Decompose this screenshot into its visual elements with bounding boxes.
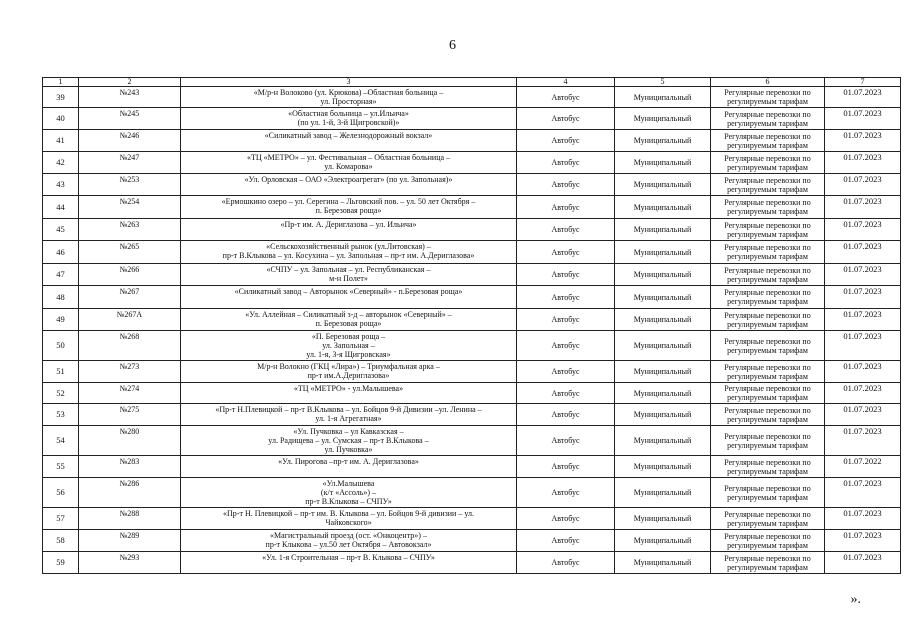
table-row [43, 552, 901, 574]
transport-mode-cell [711, 508, 825, 530]
route-number-cell: №286 [79, 478, 181, 508]
table-row [43, 331, 901, 361]
route-path-cell [181, 152, 517, 174]
transport-mode-cell [711, 426, 825, 456]
transport-mode-line: Регулярные перевозки по [724, 198, 811, 207]
route-type-cell: Муниципальный [615, 361, 711, 383]
route-path-line: ул. Радищева – ул. Сумская – пр-т В.Клыкова – [268, 436, 429, 445]
page-number: 6 [449, 38, 456, 53]
row-number-cell: 51 [43, 361, 79, 383]
table-row [43, 196, 901, 219]
header-cell: 1 [43, 78, 79, 87]
table-row [43, 361, 901, 383]
row-number-cell: 39 [43, 87, 79, 108]
start-date-cell: 01.07.2023 [825, 286, 901, 309]
transport-mode-line: Регулярные перевозки по [724, 220, 811, 230]
route-path-line: «Ул.Малышева [322, 479, 375, 488]
transport-mode-line: Регулярные перевозки по [724, 243, 811, 252]
start-date-cell: 01.07.2023 [825, 241, 901, 264]
route-path-line: ул. Запольная – [322, 341, 375, 350]
vehicle-type-cell: Автобус [517, 87, 615, 108]
route-path-line: п. Березовая роща» [315, 319, 382, 328]
vehicle-type-cell: Автобус [517, 286, 615, 309]
transport-mode-line: регулируемым тарифам [727, 97, 808, 106]
row-number-cell: 42 [43, 152, 79, 174]
transport-mode-line: Регулярные перевозки по [724, 265, 811, 275]
route-number-cell: №263 [79, 219, 181, 241]
transport-mode-line: регулируемым тарифам [727, 371, 808, 381]
table-row [43, 309, 901, 331]
row-number-cell: 53 [43, 404, 79, 426]
route-number-cell: №267А [79, 309, 181, 331]
table-row [43, 530, 901, 552]
vehicle-type-cell: Автобус [517, 456, 615, 478]
transport-mode-line: Регулярные перевозки по [724, 88, 811, 97]
transport-mode-line: регулируемым тарифам [727, 229, 808, 239]
table-row [43, 87, 901, 108]
transport-mode-cell [711, 241, 825, 264]
route-path-line: «ТЦ «МЕТРО» – ул. Фестивальная – Областная больница – [246, 153, 451, 162]
transport-mode-cell [711, 130, 825, 152]
table-row [43, 404, 901, 426]
transport-mode-line: Регулярные перевозки по [724, 131, 811, 141]
route-path-line: «П. Березовая роща – [311, 332, 386, 341]
transport-mode-cell [711, 286, 825, 309]
table-row [43, 130, 901, 152]
start-date-cell: 01.07.2023 [825, 508, 901, 530]
route-path-cell [181, 530, 517, 552]
transport-mode-line: Регулярные перевозки по [724, 483, 811, 493]
transport-mode-line: регулируемым тарифам [727, 118, 808, 128]
vehicle-type-cell: Автобус [517, 264, 615, 286]
route-number-cell: №253 [79, 174, 181, 196]
vehicle-type-cell: Автобус [517, 331, 615, 361]
transport-mode-line: Регулярные перевозки по [724, 310, 811, 320]
transport-mode-cell [711, 383, 825, 404]
vehicle-type-cell: Автобус [517, 404, 615, 426]
transport-mode-line: Регулярные перевозки по [724, 431, 811, 441]
row-number-cell: 41 [43, 130, 79, 152]
route-path-line: «Пр-т им. А. Дериглазова – ул. Ильича» [280, 220, 417, 229]
route-number-cell: №275 [79, 404, 181, 426]
table-row [43, 478, 901, 508]
transport-mode-line: регулируемым тарифам [727, 162, 808, 172]
route-path-line: ул. Пучковка» [324, 445, 373, 454]
vehicle-type-cell: Автобус [517, 361, 615, 383]
transport-mode-line: регулируемым тарифам [727, 518, 808, 528]
row-number-cell: 54 [43, 426, 79, 456]
transport-mode-cell [711, 404, 825, 426]
vehicle-type-cell: Автобус [517, 530, 615, 552]
route-path-cell [181, 286, 517, 309]
route-path-cell [181, 383, 517, 404]
route-path-line: пр-т В.Клыкова – СЧПУ» [305, 497, 392, 506]
header-cell: 3 [181, 78, 517, 87]
route-path-line: «Ул. 1-я Строительная – пр-т В. Клыкова – СЧПУ» [262, 553, 435, 562]
route-path-cell [181, 404, 517, 426]
header-cell: 2 [79, 78, 181, 87]
transport-mode-line: регулируемым тарифам [727, 319, 808, 329]
route-path-line: ул. 1-я, 3-я Щигровская» [306, 350, 391, 359]
route-path-cell [181, 426, 517, 456]
row-number-cell: 47 [43, 264, 79, 286]
route-path-cell [181, 552, 517, 574]
table-row [43, 286, 901, 309]
table-header-row [43, 78, 901, 87]
transport-mode-line: регулируемым тарифам [727, 492, 808, 502]
transport-mode-cell [711, 264, 825, 286]
table-row [43, 108, 901, 130]
route-type-cell: Муниципальный [615, 478, 711, 508]
start-date-cell: 01.07.2023 [825, 309, 901, 331]
start-date-cell: 01.07.2023 [825, 530, 901, 552]
start-date-cell: 01.07.2023 [825, 152, 901, 174]
route-path-line: ул. Комарова» [324, 162, 373, 171]
route-path-line: «Пр-т Н. Плевицкой – пр-т им. В. Клыкова – ул. Бойцов 9-й дивизии – ул. [223, 509, 474, 518]
route-type-cell: Муниципальный [615, 426, 711, 456]
route-type-cell: Муниципальный [615, 264, 711, 286]
vehicle-type-cell: Автобус [517, 152, 615, 174]
route-number-cell: №274 [79, 383, 181, 404]
start-date-cell: 01.07.2023 [825, 108, 901, 130]
row-number-cell: 59 [43, 552, 79, 574]
route-path-line: «Пр-т Н.Плевицкой – пр-т В.Клыкова – ул. Бойцов 9-й Дивизии –ул. Ленина – [215, 405, 482, 414]
row-number-cell: 44 [43, 196, 79, 219]
route-number-cell: №243 [79, 87, 181, 108]
vehicle-type-cell: Автобус [517, 426, 615, 456]
route-path-line: (к/т «Ассоль») – [320, 488, 377, 497]
routes-table [42, 77, 901, 574]
route-number-cell: №254 [79, 196, 181, 219]
row-number-cell: 45 [43, 219, 79, 241]
transport-mode-line: Регулярные перевозки по [724, 405, 811, 415]
transport-mode-cell [711, 530, 825, 552]
route-path-cell [181, 196, 517, 219]
transport-mode-line: Регулярные перевозки по [724, 153, 811, 163]
route-type-cell: Муниципальный [615, 174, 711, 196]
route-path-cell [181, 456, 517, 478]
vehicle-type-cell: Автобус [517, 552, 615, 574]
table-row [43, 426, 901, 456]
route-path-line: (по ул. 1-й, 3-й Щигровской)» [297, 118, 400, 127]
row-number-cell: 43 [43, 174, 79, 196]
transport-mode-line: Регулярные перевозки по [724, 553, 811, 563]
transport-mode-line: Регулярные перевозки по [724, 362, 811, 372]
vehicle-type-cell: Автобус [517, 508, 615, 530]
route-number-cell: №268 [79, 331, 181, 361]
transport-mode-line: Регулярные перевозки по [724, 175, 811, 185]
route-path-cell [181, 108, 517, 130]
transport-mode-line: регулируемым тарифам [727, 297, 808, 306]
transport-mode-line: Регулярные перевозки по [724, 531, 811, 541]
route-path-cell [181, 478, 517, 508]
route-type-cell: Муниципальный [615, 152, 711, 174]
route-type-cell: Муниципальный [615, 404, 711, 426]
route-type-cell: Муниципальный [615, 552, 711, 574]
transport-mode-cell [711, 196, 825, 219]
route-number-cell: №280 [79, 426, 181, 456]
transport-mode-line: Регулярные перевозки по [724, 457, 811, 467]
route-path-line: «Магистральный проезд (ост. «Онкоцентр») – [270, 531, 427, 540]
transport-mode-line: регулируемым тарифам [727, 274, 808, 284]
start-date-cell: 01.07.2023 [825, 404, 901, 426]
vehicle-type-cell: Автобус [517, 309, 615, 331]
route-type-cell: Муниципальный [615, 108, 711, 130]
vehicle-type-cell: Автобус [517, 219, 615, 241]
transport-mode-cell [711, 108, 825, 130]
transport-mode-line: Регулярные перевозки по [724, 509, 811, 519]
route-type-cell: Муниципальный [615, 508, 711, 530]
route-type-cell: Муниципальный [615, 219, 711, 241]
transport-mode-line: регулируемым тарифам [727, 466, 808, 476]
start-date-cell: 01.07.2023 [825, 196, 901, 219]
route-number-cell: №283 [79, 456, 181, 478]
transport-mode-line: регулируемым тарифам [727, 252, 808, 261]
route-type-cell: Муниципальный [615, 87, 711, 108]
start-date-cell: 01.07.2023 [825, 264, 901, 286]
transport-mode-cell [711, 478, 825, 508]
row-number-cell: 50 [43, 331, 79, 361]
route-type-cell: Муниципальный [615, 331, 711, 361]
route-path-line: пр-т В.Клыкова – ул. Косухина – ул. Запольная – пр-т им. А.Дериглазова» [222, 251, 475, 260]
transport-mode-line: регулируемым тарифам [727, 184, 808, 194]
route-type-cell: Муниципальный [615, 383, 711, 404]
route-path-line: «Сельскохозяйственный рынок (ул.Литовская) – [266, 242, 431, 251]
route-path-line: М/р-н Волокно (ГКЦ «Лира») – Триумфальная арка – [257, 362, 440, 371]
route-path-line: «ТЦ «МЕТРО» - ул.Малышева» [293, 384, 404, 393]
row-number-cell: 55 [43, 456, 79, 478]
start-date-cell: 01.07.2023 [825, 130, 901, 152]
route-path-cell [181, 219, 517, 241]
row-number-cell: 58 [43, 530, 79, 552]
vehicle-type-cell: Автобус [517, 241, 615, 264]
route-path-line: ул. 1-я Агрегатная» [315, 414, 382, 423]
route-type-cell: Муниципальный [615, 456, 711, 478]
route-path-line: «Силикатный завод – Железнодорожный вокзал» [264, 131, 433, 140]
start-date-cell: 01.07.2023 [825, 552, 901, 574]
vehicle-type-cell: Автобус [517, 478, 615, 508]
transport-mode-line: регулируемым тарифам [727, 540, 808, 550]
route-number-cell: №245 [79, 108, 181, 130]
route-number-cell: №267 [79, 286, 181, 309]
row-number-cell: 49 [43, 309, 79, 331]
transport-mode-cell [711, 309, 825, 331]
table-row [43, 508, 901, 530]
table-row [43, 152, 901, 174]
table-row [43, 383, 901, 404]
route-number-cell: №293 [79, 552, 181, 574]
route-path-cell [181, 264, 517, 286]
transport-mode-cell [711, 87, 825, 108]
start-date-cell: 01.07.2023 [825, 426, 901, 456]
transport-mode-line: регулируемым тарифам [727, 345, 808, 355]
row-number-cell: 56 [43, 478, 79, 508]
route-number-cell: №246 [79, 130, 181, 152]
route-path-cell [181, 361, 517, 383]
transport-mode-line: Регулярные перевозки по [724, 109, 811, 119]
route-type-cell: Муниципальный [615, 130, 711, 152]
header-cell: 4 [517, 78, 615, 87]
route-type-cell: Муниципальный [615, 530, 711, 552]
start-date-cell: 01.07.2023 [825, 361, 901, 383]
table-row [43, 174, 901, 196]
route-path-cell [181, 508, 517, 530]
transport-mode-line: Регулярные перевозки по [724, 288, 811, 297]
route-type-cell: Муниципальный [615, 309, 711, 331]
route-path-line: Чайковского» [325, 518, 372, 527]
transport-mode-line: регулируемым тарифам [727, 393, 808, 402]
route-path-cell [181, 331, 517, 361]
start-date-cell: 01.07.2023 [825, 174, 901, 196]
transport-mode-cell [711, 152, 825, 174]
route-number-cell: №247 [79, 152, 181, 174]
transport-mode-line: Регулярные перевозки по [724, 336, 811, 346]
route-type-cell: Муниципальный [615, 196, 711, 219]
route-number-cell: №288 [79, 508, 181, 530]
route-path-cell [181, 87, 517, 108]
vehicle-type-cell: Автобус [517, 174, 615, 196]
row-number-cell: 52 [43, 383, 79, 404]
route-path-line: ул. Просторная» [320, 97, 377, 106]
transport-mode-cell [711, 174, 825, 196]
transport-mode-cell [711, 552, 825, 574]
route-path-line: п. Березовая роща» [315, 206, 382, 215]
start-date-cell: 01.07.2022 [825, 456, 901, 478]
start-date-cell: 01.07.2023 [825, 219, 901, 241]
route-type-cell: Муниципальный [615, 241, 711, 264]
start-date-cell: 01.07.2023 [825, 383, 901, 404]
route-number-cell: №273 [79, 361, 181, 383]
transport-mode-cell [711, 219, 825, 241]
header-cell: 7 [825, 78, 901, 87]
start-date-cell: 01.07.2023 [825, 87, 901, 108]
route-path-line: «М/р-н Волоково (ул. Крюкова) –Областная больница – [253, 88, 444, 97]
table-row [43, 456, 901, 478]
vehicle-type-cell: Автобус [517, 383, 615, 404]
route-path-line: «Областная больница – ул.Ильича» [288, 109, 409, 118]
route-path-line: «Ермошкино озеро – ул. Серегина – Льговский пов. – ул. 50 лет Октября – [221, 197, 476, 206]
table-row [43, 219, 901, 241]
route-type-cell: Муниципальный [615, 286, 711, 309]
route-path-line: «Ул. Орловская – ОАО «Электроагрегат» (по ул. Запольная)» [244, 175, 453, 184]
route-path-line: «Ул. Пирогова –пр-т им. А. Дериглазова» [278, 457, 419, 466]
transport-mode-cell [711, 361, 825, 383]
header-cell: 6 [711, 78, 825, 87]
route-number-cell: №265 [79, 241, 181, 264]
route-path-line: м-н Полет» [329, 274, 368, 283]
route-path-line: «СЧПУ – ул. Запольная – ул. Республиканская – [266, 265, 431, 274]
transport-mode-line: регулируемым тарифам [727, 440, 808, 450]
route-path-line: «Ул. Пучковка – ул Кавказская – [293, 427, 404, 436]
table-row [43, 241, 901, 264]
route-path-line: пр-т им.А.Дериглазова» [307, 371, 390, 380]
transport-mode-line: регулируемым тарифам [727, 207, 808, 216]
route-number-cell: №289 [79, 530, 181, 552]
transport-mode-cell [711, 456, 825, 478]
vehicle-type-cell: Автобус [517, 196, 615, 219]
route-path-line: «Силикатный завод – Авторынок «Северный» - п.Березовая роща» [234, 287, 463, 296]
route-path-line: «Ул. Аллейная – Силикатный з-д – авторынок «Северный» – [245, 310, 452, 319]
route-path-cell [181, 309, 517, 331]
row-number-cell: 40 [43, 108, 79, 130]
row-number-cell: 48 [43, 286, 79, 309]
start-date-cell: 01.07.2023 [825, 478, 901, 508]
route-path-line: пр-т Клыкова – ул.50 лет Октября – Автовокзал» [265, 540, 432, 549]
transport-mode-line: регулируемым тарифам [727, 562, 808, 572]
row-number-cell: 46 [43, 241, 79, 264]
route-number-cell: №266 [79, 264, 181, 286]
start-date-cell: 01.07.2023 [825, 331, 901, 361]
header-cell: 5 [615, 78, 711, 87]
route-path-cell [181, 241, 517, 264]
transport-mode-line: регулируемым тарифам [727, 414, 808, 424]
transport-mode-line: Регулярные перевозки по [724, 384, 811, 393]
row-number-cell: 57 [43, 508, 79, 530]
transport-mode-cell [711, 331, 825, 361]
closing-mark: ». [850, 592, 861, 607]
vehicle-type-cell: Автобус [517, 130, 615, 152]
transport-mode-line: регулируемым тарифам [727, 140, 808, 150]
route-path-cell [181, 130, 517, 152]
vehicle-type-cell: Автобус [517, 108, 615, 130]
table-row [43, 264, 901, 286]
route-path-cell [181, 174, 517, 196]
